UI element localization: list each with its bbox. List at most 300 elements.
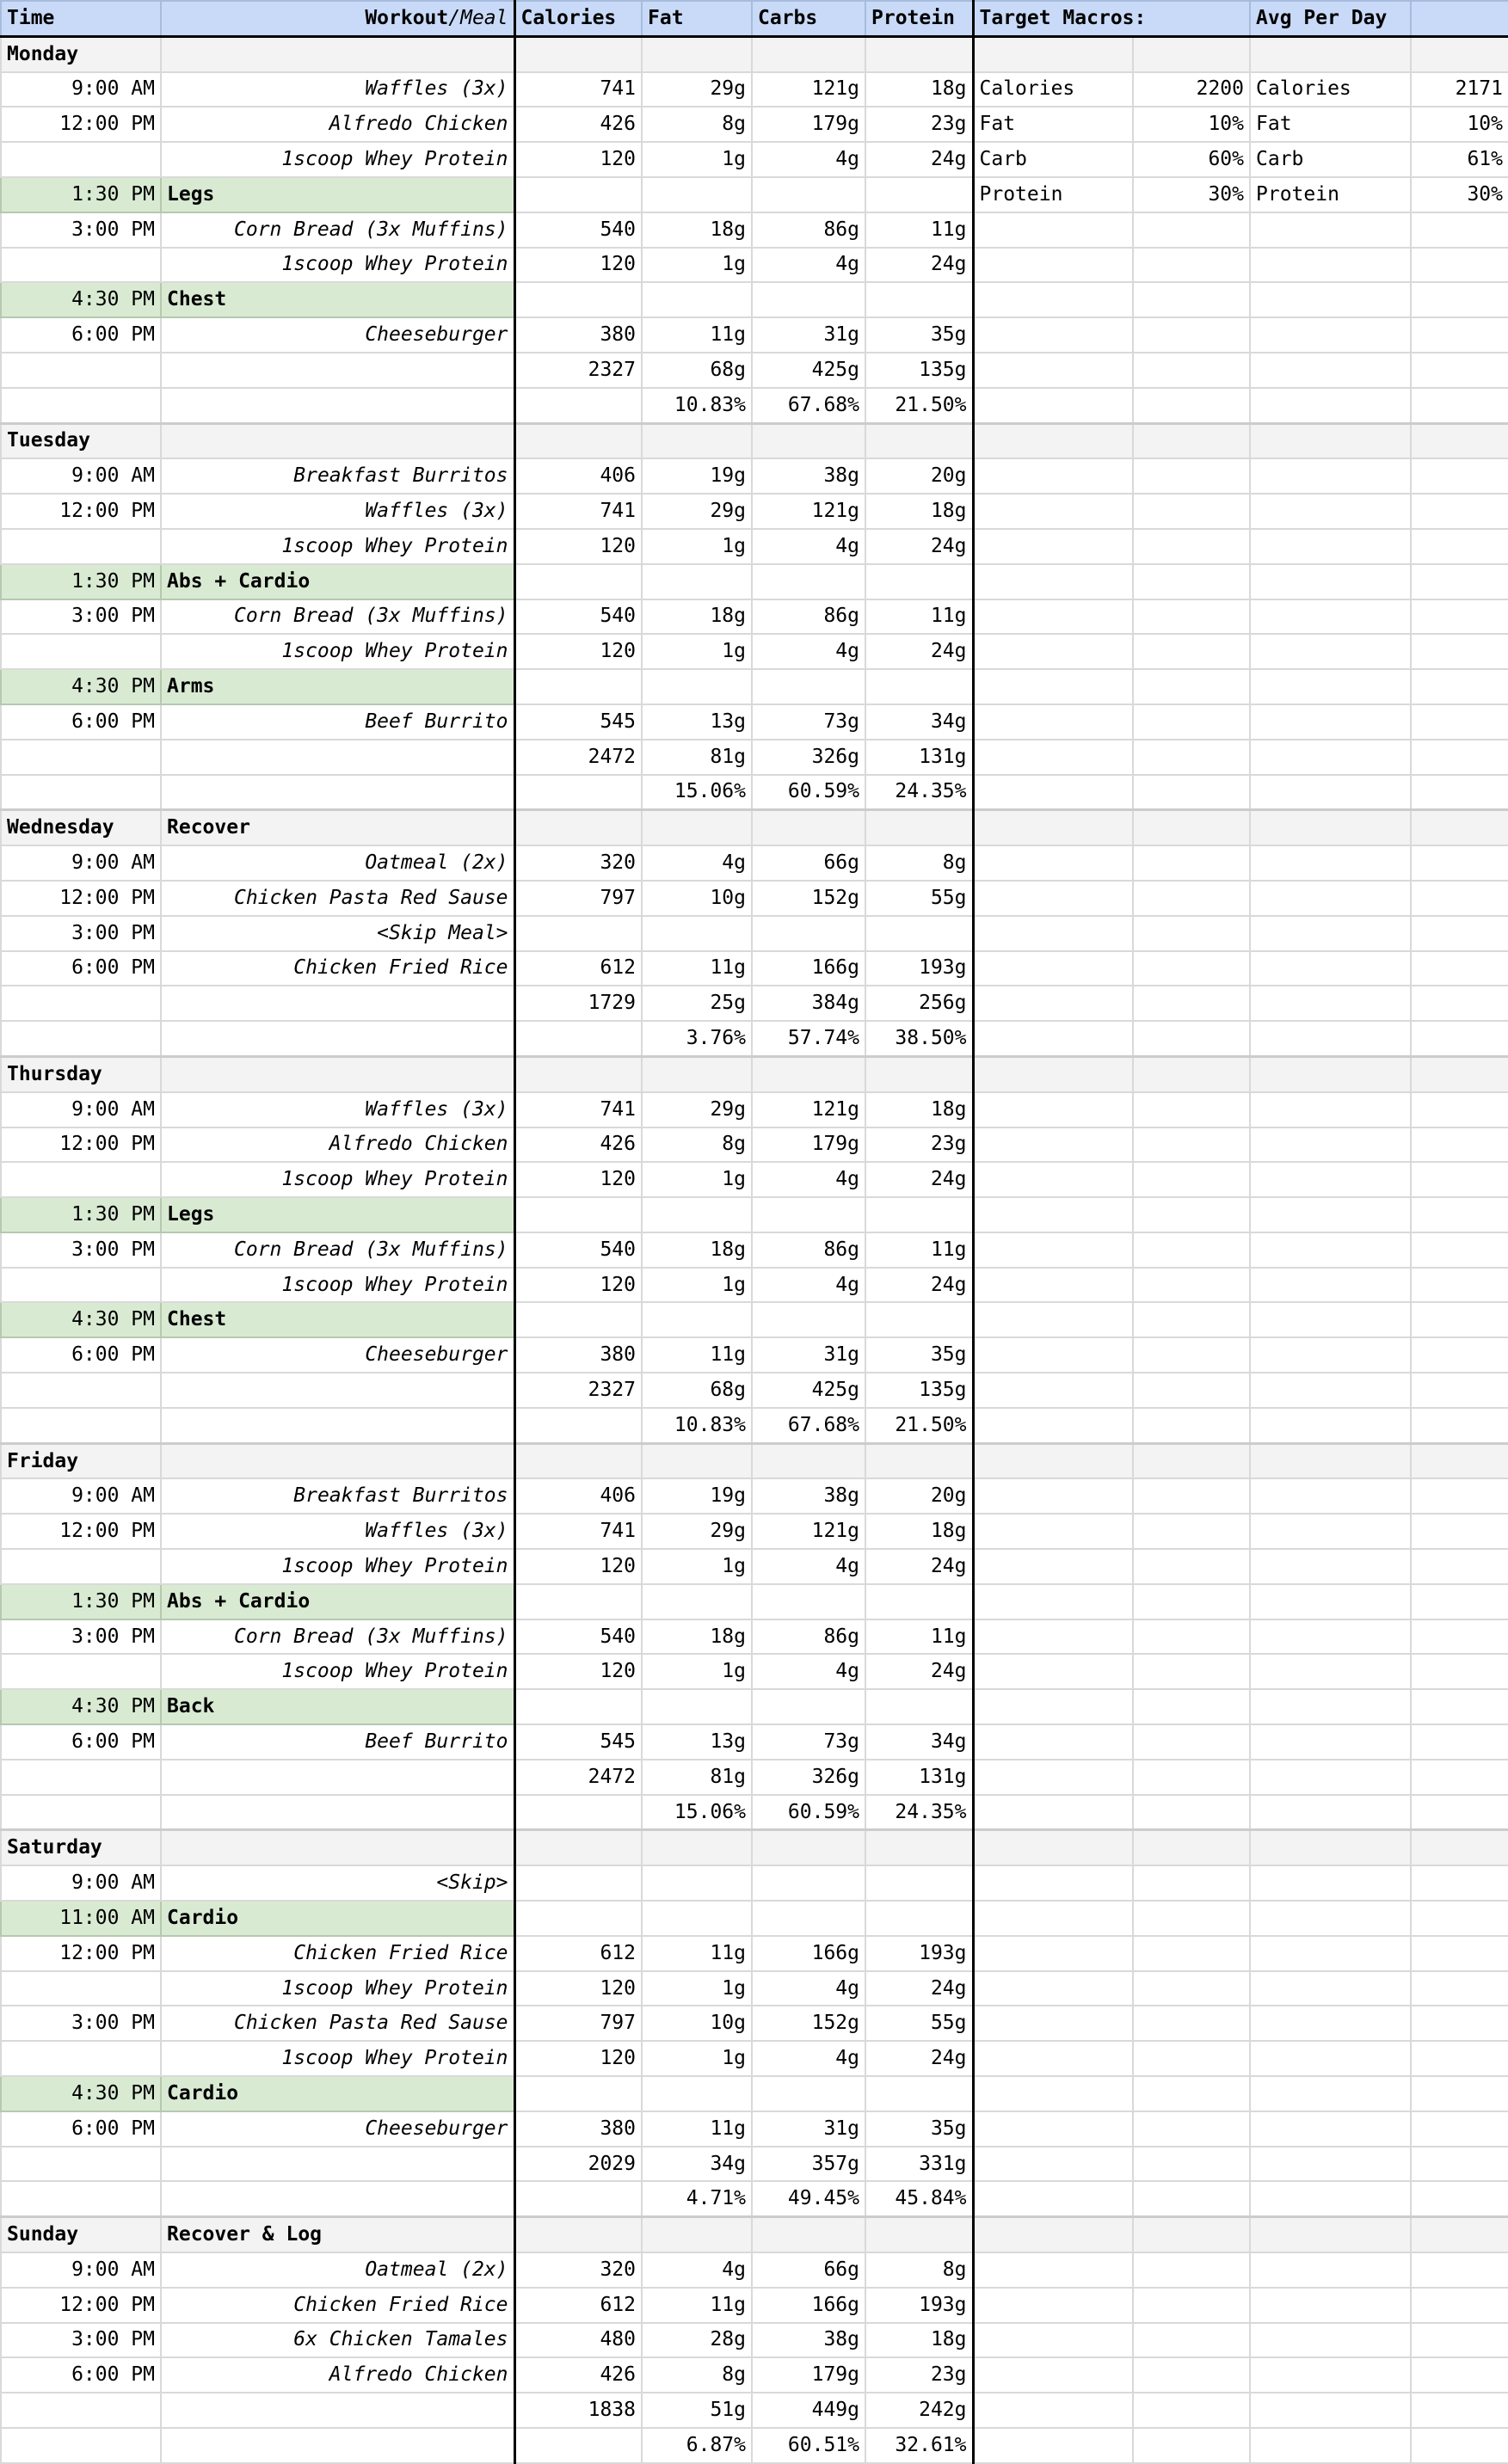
empty-cell[interactable] xyxy=(1,1760,161,1795)
meal-carbs[interactable]: 152g xyxy=(752,881,865,916)
meal-calories[interactable]: 120 xyxy=(514,1971,642,2006)
empty-cell[interactable] xyxy=(973,2006,1133,2041)
meal-calories[interactable]: 741 xyxy=(514,1514,642,1549)
empty-cell[interactable] xyxy=(752,1197,865,1232)
empty-cell[interactable] xyxy=(1411,1760,1508,1795)
empty-cell[interactable] xyxy=(1250,1268,1411,1303)
meal-time[interactable]: 3:00 PM xyxy=(1,1232,161,1268)
meal-protein[interactable]: 24g xyxy=(865,1549,973,1584)
workout-name[interactable]: Chest xyxy=(161,1302,514,1337)
percent-protein[interactable]: 24.35% xyxy=(865,775,973,810)
empty-cell[interactable] xyxy=(1411,1302,1508,1337)
meal-carbs[interactable]: 66g xyxy=(752,845,865,881)
empty-cell[interactable] xyxy=(1133,1901,1250,1936)
empty-cell[interactable] xyxy=(1250,1584,1411,1619)
empty-cell[interactable] xyxy=(514,282,642,317)
meal-name[interactable]: Cheeseburger xyxy=(161,317,514,353)
meal-calories[interactable]: 797 xyxy=(514,2006,642,2041)
empty-cell[interactable] xyxy=(973,881,1133,916)
empty-cell[interactable] xyxy=(1133,1337,1250,1373)
empty-cell[interactable] xyxy=(1411,1901,1508,1936)
empty-cell[interactable] xyxy=(514,177,642,212)
meal-fat[interactable]: 13g xyxy=(642,704,752,740)
meal-time[interactable]: 3:00 PM xyxy=(1,599,161,635)
empty-cell[interactable] xyxy=(1250,1971,1411,2006)
meal-carbs[interactable]: 4g xyxy=(752,1654,865,1689)
empty-cell[interactable] xyxy=(1133,2181,1250,2216)
empty-cell[interactable] xyxy=(973,951,1133,986)
empty-cell[interactable] xyxy=(1133,1162,1250,1197)
empty-cell[interactable] xyxy=(642,1302,752,1337)
empty-cell[interactable] xyxy=(973,1549,1133,1584)
empty-cell[interactable] xyxy=(1250,810,1411,845)
meal-calories[interactable]: 741 xyxy=(514,72,642,108)
meal-name[interactable]: <Skip> xyxy=(161,1865,514,1901)
empty-cell[interactable] xyxy=(161,353,514,388)
meal-protein[interactable]: 24g xyxy=(865,1162,973,1197)
meal-protein[interactable]: 11g xyxy=(865,1619,973,1655)
empty-cell[interactable] xyxy=(1250,1128,1411,1163)
empty-cell[interactable] xyxy=(1133,1021,1250,1056)
empty-cell[interactable] xyxy=(1250,1232,1411,1268)
empty-cell[interactable] xyxy=(973,1689,1133,1724)
meal-name[interactable]: 1scoop Whey Protein xyxy=(161,529,514,564)
empty-cell[interactable] xyxy=(1250,1197,1411,1232)
meal-protein[interactable]: 193g xyxy=(865,951,973,986)
day-note[interactable]: Recover xyxy=(161,810,514,845)
meal-protein[interactable]: 24g xyxy=(865,1268,973,1303)
meal-fat[interactable]: 11g xyxy=(642,2111,752,2147)
empty-cell[interactable] xyxy=(514,564,642,599)
empty-cell[interactable] xyxy=(642,177,752,212)
empty-cell[interactable] xyxy=(973,599,1133,635)
target-macro-label[interactable]: Carb xyxy=(973,142,1133,177)
empty-cell[interactable] xyxy=(1133,1689,1250,1724)
target-macro-value[interactable]: 10% xyxy=(1133,107,1250,142)
meal-fat[interactable]: 8g xyxy=(642,2357,752,2393)
empty-cell[interactable] xyxy=(1411,2111,1508,2147)
empty-cell[interactable] xyxy=(642,1443,752,1478)
workout-name[interactable]: Arms xyxy=(161,669,514,704)
meal-fat[interactable]: 1g xyxy=(642,2041,752,2076)
empty-cell[interactable] xyxy=(1,775,161,810)
target-macro-value[interactable]: 30% xyxy=(1133,177,1250,212)
empty-cell[interactable] xyxy=(161,1408,514,1443)
empty-cell[interactable] xyxy=(1,2147,161,2182)
avg-macro-value[interactable]: 10% xyxy=(1411,107,1508,142)
workout-time[interactable]: 4:30 PM xyxy=(1,669,161,704)
empty-cell[interactable] xyxy=(973,2041,1133,2076)
meal-fat[interactable]: 1g xyxy=(642,1549,752,1584)
meal-carbs[interactable]: 4g xyxy=(752,634,865,669)
total-fat[interactable]: 51g xyxy=(642,2393,752,2428)
empty-cell[interactable] xyxy=(1411,1056,1508,1091)
empty-cell[interactable] xyxy=(1250,1654,1411,1689)
empty-cell[interactable] xyxy=(973,1373,1133,1408)
meal-protein[interactable]: 18g xyxy=(865,1514,973,1549)
meal-time[interactable]: 3:00 PM xyxy=(1,1619,161,1655)
meal-time[interactable] xyxy=(1,2041,161,2076)
meal-carbs[interactable]: 4g xyxy=(752,1268,865,1303)
meal-carbs[interactable]: 73g xyxy=(752,704,865,740)
empty-cell[interactable] xyxy=(973,282,1133,317)
meal-carbs[interactable]: 31g xyxy=(752,1337,865,1373)
percent-protein[interactable]: 32.61% xyxy=(865,2428,973,2463)
meal-fat[interactable]: 11g xyxy=(642,2288,752,2323)
meal-calories[interactable]: 380 xyxy=(514,2111,642,2147)
header-workout-meal[interactable] xyxy=(161,1,514,36)
empty-cell[interactable] xyxy=(1133,2041,1250,2076)
meal-protein[interactable]: 24g xyxy=(865,634,973,669)
empty-cell[interactable] xyxy=(973,1408,1133,1443)
meal-fat[interactable]: 1g xyxy=(642,248,752,283)
empty-cell[interactable] xyxy=(752,282,865,317)
empty-cell[interactable] xyxy=(1250,704,1411,740)
empty-cell[interactable] xyxy=(1411,740,1508,775)
empty-cell[interactable] xyxy=(1411,1232,1508,1268)
meal-name[interactable]: 1scoop Whey Protein xyxy=(161,1162,514,1197)
meal-name[interactable]: Oatmeal (2x) xyxy=(161,2252,514,2288)
workout-time[interactable]: 4:30 PM xyxy=(1,1302,161,1337)
empty-cell[interactable] xyxy=(514,1689,642,1724)
meal-fat[interactable]: 29g xyxy=(642,72,752,108)
empty-cell[interactable] xyxy=(642,1197,752,1232)
empty-cell[interactable] xyxy=(973,1268,1133,1303)
empty-cell[interactable] xyxy=(1250,1689,1411,1724)
empty-cell[interactable] xyxy=(1133,740,1250,775)
total-calories[interactable]: 2472 xyxy=(514,1760,642,1795)
empty-cell[interactable] xyxy=(1133,1584,1250,1619)
total-fat[interactable]: 68g xyxy=(642,353,752,388)
empty-cell[interactable] xyxy=(1411,881,1508,916)
empty-cell[interactable] xyxy=(1411,353,1508,388)
empty-cell[interactable] xyxy=(1411,36,1508,71)
empty-cell[interactable] xyxy=(1250,494,1411,529)
meal-fat[interactable]: 8g xyxy=(642,107,752,142)
meal-calories[interactable]: 426 xyxy=(514,1128,642,1163)
meal-name[interactable]: 1scoop Whey Protein xyxy=(161,1971,514,2006)
day-name[interactable]: Friday xyxy=(1,1443,161,1478)
percent-carbs[interactable]: 67.68% xyxy=(752,1408,865,1443)
empty-cell[interactable] xyxy=(514,36,642,71)
empty-cell[interactable] xyxy=(1250,353,1411,388)
empty-cell[interactable] xyxy=(1250,564,1411,599)
meal-name[interactable]: Beef Burrito xyxy=(161,1724,514,1760)
day-note[interactable]: Recover & Log xyxy=(161,2217,514,2252)
empty-cell[interactable] xyxy=(752,810,865,845)
empty-cell[interactable] xyxy=(1411,1092,1508,1128)
empty-cell[interactable] xyxy=(973,1865,1133,1901)
empty-cell[interactable] xyxy=(161,2147,514,2182)
empty-cell[interactable] xyxy=(1411,494,1508,529)
total-carbs[interactable]: 326g xyxy=(752,740,865,775)
empty-cell[interactable] xyxy=(1411,1830,1508,1865)
meal-time[interactable]: 9:00 AM xyxy=(1,458,161,494)
empty-cell[interactable] xyxy=(1133,36,1250,71)
meal-protein[interactable]: 193g xyxy=(865,1936,973,1971)
meal-protein[interactable]: 24g xyxy=(865,1654,973,1689)
day-name[interactable]: Saturday xyxy=(1,1830,161,1865)
day-note[interactable] xyxy=(161,423,514,458)
empty-cell[interactable] xyxy=(973,1092,1133,1128)
empty-cell[interactable] xyxy=(1250,775,1411,810)
empty-cell[interactable] xyxy=(973,317,1133,353)
meal-protein[interactable]: 20g xyxy=(865,458,973,494)
empty-cell[interactable] xyxy=(514,388,642,423)
empty-cell[interactable] xyxy=(1,986,161,1021)
meal-time[interactable]: 12:00 PM xyxy=(1,881,161,916)
empty-cell[interactable] xyxy=(973,1478,1133,1514)
total-fat[interactable]: 81g xyxy=(642,1760,752,1795)
empty-cell[interactable] xyxy=(973,1936,1133,1971)
empty-cell[interactable] xyxy=(1133,317,1250,353)
empty-cell[interactable] xyxy=(1250,1760,1411,1795)
empty-cell[interactable] xyxy=(1411,2357,1508,2393)
empty-cell[interactable] xyxy=(1411,2252,1508,2288)
empty-cell[interactable] xyxy=(642,2217,752,2252)
empty-cell[interactable] xyxy=(1133,1232,1250,1268)
meal-carbs[interactable]: 86g xyxy=(752,599,865,635)
empty-cell[interactable] xyxy=(1133,1795,1250,1830)
empty-cell[interactable] xyxy=(1133,951,1250,986)
meal-time[interactable] xyxy=(1,142,161,177)
meal-name[interactable]: 1scoop Whey Protein xyxy=(161,1654,514,1689)
empty-cell[interactable] xyxy=(514,1584,642,1619)
meal-calories[interactable]: 540 xyxy=(514,1232,642,1268)
empty-cell[interactable] xyxy=(973,1619,1133,1655)
meal-carbs[interactable] xyxy=(752,1865,865,1901)
empty-cell[interactable] xyxy=(973,1795,1133,1830)
meal-carbs[interactable]: 121g xyxy=(752,1514,865,1549)
empty-cell[interactable] xyxy=(514,1021,642,1056)
empty-cell[interactable] xyxy=(1250,1619,1411,1655)
workout-name[interactable]: Abs + Cardio xyxy=(161,564,514,599)
meal-protein[interactable]: 23g xyxy=(865,2357,973,2393)
empty-cell[interactable] xyxy=(642,1056,752,1091)
meal-protein[interactable]: 20g xyxy=(865,1478,973,1514)
workout-time[interactable]: 4:30 PM xyxy=(1,1689,161,1724)
empty-cell[interactable] xyxy=(1250,1795,1411,1830)
empty-cell[interactable] xyxy=(1411,1795,1508,1830)
empty-cell[interactable] xyxy=(514,2076,642,2111)
meal-time[interactable]: 6:00 PM xyxy=(1,951,161,986)
empty-cell[interactable] xyxy=(973,1584,1133,1619)
empty-cell[interactable] xyxy=(1,1021,161,1056)
empty-cell[interactable] xyxy=(642,1584,752,1619)
meal-fat[interactable]: 1g xyxy=(642,634,752,669)
meal-calories[interactable]: 540 xyxy=(514,1619,642,1655)
meal-protein[interactable]: 11g xyxy=(865,212,973,248)
percent-protein[interactable]: 24.35% xyxy=(865,1795,973,1830)
empty-cell[interactable] xyxy=(1133,494,1250,529)
meal-protein[interactable]: 34g xyxy=(865,704,973,740)
empty-cell[interactable] xyxy=(514,669,642,704)
empty-cell[interactable] xyxy=(865,669,973,704)
workout-time[interactable]: 11:00 AM xyxy=(1,1901,161,1936)
day-name[interactable]: Thursday xyxy=(1,1056,161,1091)
total-carbs[interactable]: 425g xyxy=(752,1373,865,1408)
avg-macro-value[interactable]: 30% xyxy=(1411,177,1508,212)
meal-protein[interactable]: 8g xyxy=(865,2252,973,2288)
empty-cell[interactable] xyxy=(1,2393,161,2428)
meal-carbs[interactable]: 179g xyxy=(752,2357,865,2393)
empty-cell[interactable] xyxy=(1411,2393,1508,2428)
empty-cell[interactable] xyxy=(973,1021,1133,1056)
empty-cell[interactable] xyxy=(1411,317,1508,353)
empty-cell[interactable] xyxy=(1250,2111,1411,2147)
empty-cell[interactable] xyxy=(1411,423,1508,458)
empty-cell[interactable] xyxy=(973,916,1133,951)
meal-protein[interactable]: 24g xyxy=(865,1971,973,2006)
empty-cell[interactable] xyxy=(161,1795,514,1830)
meal-name[interactable]: 1scoop Whey Protein xyxy=(161,1549,514,1584)
meal-fat[interactable]: 11g xyxy=(642,951,752,986)
empty-cell[interactable] xyxy=(1411,2147,1508,2182)
meal-time[interactable]: 6:00 PM xyxy=(1,1724,161,1760)
empty-cell[interactable] xyxy=(973,2288,1133,2323)
meal-carbs[interactable] xyxy=(752,916,865,951)
header-fat[interactable]: Fat xyxy=(642,1,752,36)
total-protein[interactable]: 135g xyxy=(865,1373,973,1408)
total-carbs[interactable]: 326g xyxy=(752,1760,865,1795)
meal-calories[interactable]: 380 xyxy=(514,317,642,353)
empty-cell[interactable] xyxy=(514,2217,642,2252)
meal-time[interactable] xyxy=(1,1162,161,1197)
percent-carbs[interactable]: 60.59% xyxy=(752,1795,865,1830)
meal-carbs[interactable]: 179g xyxy=(752,107,865,142)
empty-cell[interactable] xyxy=(1411,1408,1508,1443)
day-note[interactable] xyxy=(161,1443,514,1478)
workout-time[interactable]: 1:30 PM xyxy=(1,1197,161,1232)
empty-cell[interactable] xyxy=(973,1197,1133,1232)
workout-time[interactable]: 4:30 PM xyxy=(1,282,161,317)
meal-time[interactable]: 12:00 PM xyxy=(1,107,161,142)
meal-name[interactable]: Corn Bread (3x Muffins) xyxy=(161,1232,514,1268)
total-protein[interactable]: 331g xyxy=(865,2147,973,2182)
empty-cell[interactable] xyxy=(1133,282,1250,317)
empty-cell[interactable] xyxy=(1133,1514,1250,1549)
empty-cell[interactable] xyxy=(752,1689,865,1724)
empty-cell[interactable] xyxy=(973,704,1133,740)
empty-cell[interactable] xyxy=(1133,986,1250,1021)
empty-cell[interactable] xyxy=(1133,916,1250,951)
empty-cell[interactable] xyxy=(1133,810,1250,845)
meal-fat[interactable]: 19g xyxy=(642,1478,752,1514)
empty-cell[interactable] xyxy=(1250,1056,1411,1091)
avg-macro-label[interactable]: Calories xyxy=(1250,72,1411,108)
meal-name[interactable]: 1scoop Whey Protein xyxy=(161,1268,514,1303)
total-carbs[interactable]: 425g xyxy=(752,353,865,388)
empty-cell[interactable] xyxy=(1133,248,1250,283)
meal-calories[interactable]: 120 xyxy=(514,1654,642,1689)
meal-time[interactable]: 12:00 PM xyxy=(1,1128,161,1163)
empty-cell[interactable] xyxy=(865,36,973,71)
empty-cell[interactable] xyxy=(1411,1373,1508,1408)
empty-cell[interactable] xyxy=(1133,2111,1250,2147)
empty-cell[interactable] xyxy=(1250,282,1411,317)
empty-cell[interactable] xyxy=(752,2217,865,2252)
empty-cell[interactable] xyxy=(1133,1443,1250,1478)
meal-protein[interactable]: 55g xyxy=(865,2006,973,2041)
empty-cell[interactable] xyxy=(973,529,1133,564)
avg-macro-label[interactable]: Protein xyxy=(1250,177,1411,212)
empty-cell[interactable] xyxy=(865,282,973,317)
total-fat[interactable]: 81g xyxy=(642,740,752,775)
meal-fat[interactable]: 18g xyxy=(642,212,752,248)
empty-cell[interactable] xyxy=(973,1724,1133,1760)
avg-macro-label[interactable]: Carb xyxy=(1250,142,1411,177)
meal-time[interactable]: 9:00 AM xyxy=(1,1478,161,1514)
meal-calories[interactable] xyxy=(514,1865,642,1901)
meal-protein[interactable] xyxy=(865,916,973,951)
empty-cell[interactable] xyxy=(1133,1865,1250,1901)
empty-cell[interactable] xyxy=(1133,1936,1250,1971)
meal-time[interactable]: 3:00 PM xyxy=(1,212,161,248)
meal-fat[interactable]: 13g xyxy=(642,1724,752,1760)
empty-cell[interactable] xyxy=(1133,2393,1250,2428)
meal-name[interactable]: 1scoop Whey Protein xyxy=(161,2041,514,2076)
meal-time[interactable] xyxy=(1,1654,161,1689)
meal-time[interactable]: 3:00 PM xyxy=(1,2323,161,2358)
empty-cell[interactable] xyxy=(1133,2006,1250,2041)
empty-cell[interactable] xyxy=(1411,704,1508,740)
meal-calories[interactable]: 120 xyxy=(514,634,642,669)
empty-cell[interactable] xyxy=(752,1302,865,1337)
meal-protein[interactable]: 24g xyxy=(865,248,973,283)
empty-cell[interactable] xyxy=(1133,881,1250,916)
empty-cell[interactable] xyxy=(1411,2288,1508,2323)
empty-cell[interactable] xyxy=(973,2393,1133,2428)
empty-cell[interactable] xyxy=(1411,282,1508,317)
meal-fat[interactable]: 4g xyxy=(642,2252,752,2288)
empty-cell[interactable] xyxy=(1250,1092,1411,1128)
empty-cell[interactable] xyxy=(1411,1337,1508,1373)
empty-cell[interactable] xyxy=(1411,1654,1508,1689)
target-macro-label[interactable]: Protein xyxy=(973,177,1133,212)
empty-cell[interactable] xyxy=(642,1901,752,1936)
meal-protein[interactable]: 18g xyxy=(865,2323,973,2358)
meal-name[interactable]: Beef Burrito xyxy=(161,704,514,740)
empty-cell[interactable] xyxy=(1411,2076,1508,2111)
total-protein[interactable]: 131g xyxy=(865,1760,973,1795)
meal-protein[interactable]: 11g xyxy=(865,599,973,635)
meal-carbs[interactable]: 166g xyxy=(752,951,865,986)
empty-cell[interactable] xyxy=(161,1021,514,1056)
empty-cell[interactable] xyxy=(1,1795,161,1830)
meal-name[interactable]: Breakfast Burritos xyxy=(161,458,514,494)
empty-cell[interactable] xyxy=(973,458,1133,494)
empty-cell[interactable] xyxy=(1411,2181,1508,2216)
empty-cell[interactable] xyxy=(642,423,752,458)
empty-cell[interactable] xyxy=(514,775,642,810)
avg-macro-value[interactable]: 2171 xyxy=(1411,72,1508,108)
empty-cell[interactable] xyxy=(1133,1724,1250,1760)
meal-carbs[interactable]: 73g xyxy=(752,1724,865,1760)
empty-cell[interactable] xyxy=(973,1337,1133,1373)
meal-carbs[interactable]: 179g xyxy=(752,1128,865,1163)
empty-cell[interactable] xyxy=(1133,634,1250,669)
header-avg-per-day[interactable]: Avg Per Day xyxy=(1250,1,1411,36)
empty-cell[interactable] xyxy=(973,1302,1133,1337)
total-calories[interactable]: 1729 xyxy=(514,986,642,1021)
empty-cell[interactable] xyxy=(514,1795,642,1830)
percent-carbs[interactable]: 60.51% xyxy=(752,2428,865,2463)
empty-cell[interactable] xyxy=(1411,1619,1508,1655)
day-name[interactable]: Wednesday xyxy=(1,810,161,845)
empty-cell[interactable] xyxy=(973,1443,1133,1478)
empty-cell[interactable] xyxy=(1411,1936,1508,1971)
empty-cell[interactable] xyxy=(161,2393,514,2428)
